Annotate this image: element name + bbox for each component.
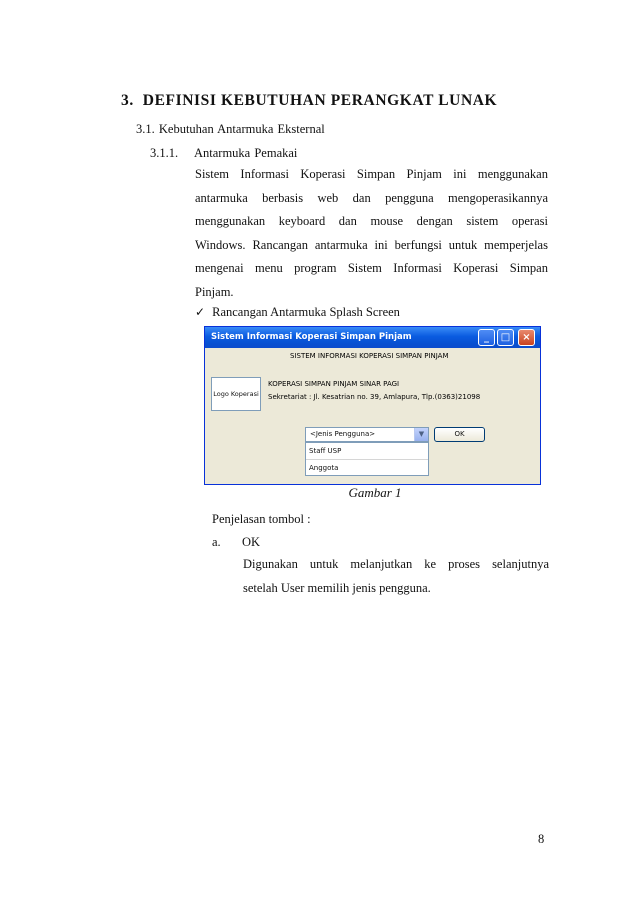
subsection-title: Antarmuka Pemakai xyxy=(194,146,298,160)
subsection-heading xyxy=(150,146,297,161)
dropdown-option-member[interactable]: Anggota xyxy=(309,464,339,472)
org-name: KOPERASI SIMPAN PINJAM SINAR PAGI xyxy=(268,380,400,388)
body-paragraph xyxy=(195,163,548,304)
checklist-item xyxy=(195,305,400,320)
splash-screen-window xyxy=(204,326,541,485)
maximize-icon[interactable]: □ xyxy=(497,329,514,346)
window-header: SISTEM INFORMASI KOPERASI SIMPAN PINJAM xyxy=(290,352,449,360)
chapter-heading xyxy=(121,92,497,110)
chevron-down-icon[interactable]: ▼ xyxy=(414,428,428,441)
explanation-item xyxy=(212,535,260,550)
secretariat-info: Sekretariat : Jl. Kesatrian no. 39, Amlapura, Tlp.(0363)21098 xyxy=(268,393,481,401)
window-title: Sistem Informasi Koperasi Simpan Pinjam xyxy=(211,332,412,342)
chapter-title: DEFINISI KEBUTUHAN PERANGKAT LUNAK xyxy=(142,92,498,109)
user-type-dropdown xyxy=(305,442,429,476)
paragraph-line: mengenai menu program Sistem Informasi Koperasi Simpan xyxy=(195,261,548,275)
paragraph-line: Sistem Informasi Koperasi Simpan Pinjam ini menggunakan xyxy=(195,167,548,181)
close-icon[interactable]: × xyxy=(518,329,535,346)
description-line: Digunakan untuk melanjutkan ke proses selanjutnya xyxy=(243,557,549,571)
user-type-select[interactable] xyxy=(305,427,429,442)
item-title: OK xyxy=(242,535,261,549)
page-number: 8 xyxy=(538,832,545,846)
paragraph-line: menggunakan keyboard dan mouse dengan sistem operasi xyxy=(195,214,548,228)
section-heading xyxy=(136,122,325,137)
paragraph-line: Windows. Rancangan antarmuka ini berfungsi untuk memperjelas xyxy=(195,237,548,252)
item-letter: a. xyxy=(212,535,221,549)
description-line: setelah User memilih jenis pengguna. xyxy=(243,580,431,595)
logo-placeholder xyxy=(211,377,261,411)
item-description xyxy=(243,553,549,600)
figure-caption: Gambar 1 xyxy=(348,485,402,500)
checklist-label: Rancangan Antarmuka Splash Screen xyxy=(212,305,400,319)
explanation-heading: Penjelasan tombol : xyxy=(212,512,311,526)
ok-button[interactable]: OK xyxy=(434,427,485,442)
section-title: Kebutuhan Antarmuka Eksternal xyxy=(158,122,325,136)
logo-label: Logo Koperasi xyxy=(213,390,259,398)
checkmark-icon: ✓ xyxy=(195,305,206,319)
paragraph-line: Pinjam. xyxy=(195,284,234,299)
section-number: 3.1. xyxy=(136,122,155,136)
minimize-icon[interactable]: _ xyxy=(478,329,495,346)
user-type-value: <Jenis Pengguna> xyxy=(310,430,376,438)
paragraph-line: antarmuka berbasis web dan pengguna mengoperasikannya xyxy=(195,190,548,205)
dropdown-option-staff[interactable]: Staff USP xyxy=(306,443,428,460)
chapter-number: 3. xyxy=(121,92,134,109)
subsection-number: 3.1.1. xyxy=(150,146,179,160)
